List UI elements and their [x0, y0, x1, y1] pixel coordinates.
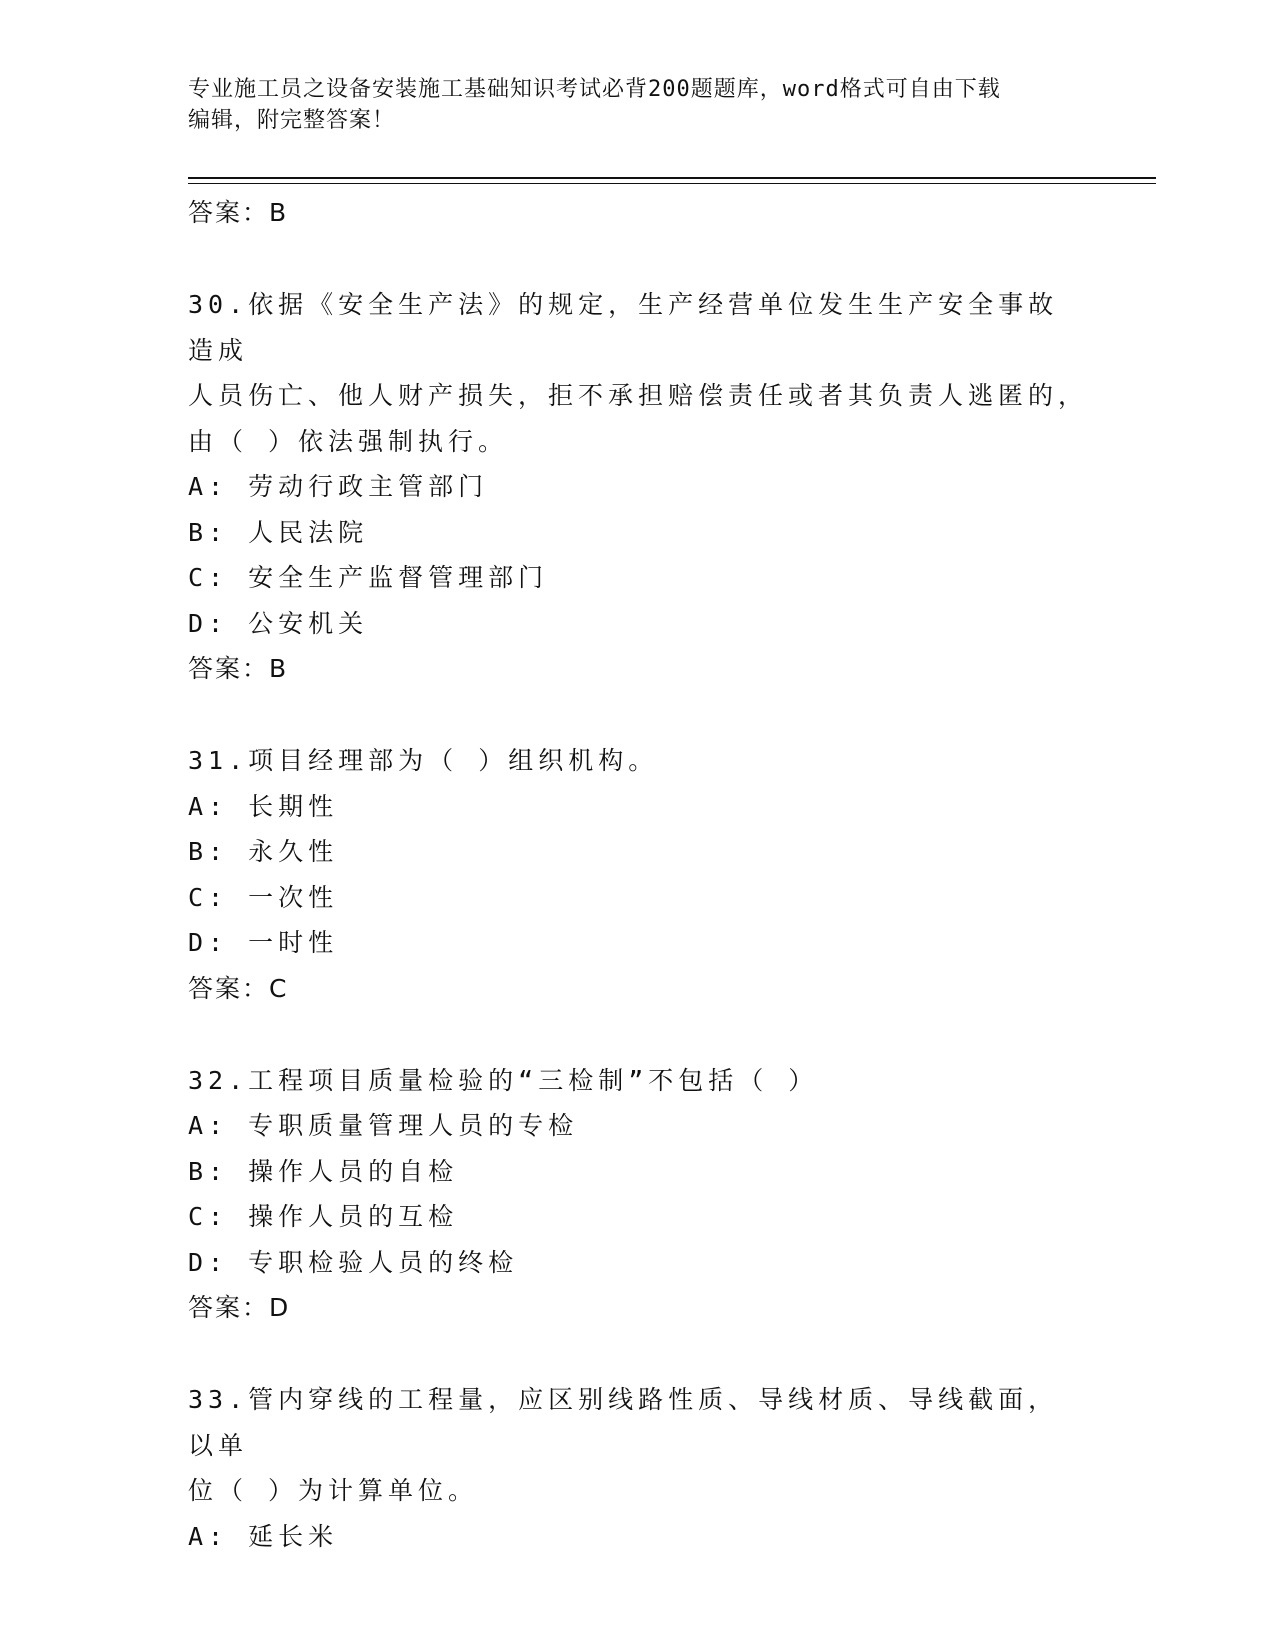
option-c: C: 一次性 — [188, 882, 339, 912]
spacer — [188, 236, 1088, 282]
option-c: C: 安全生产监督管理部门 — [188, 563, 549, 592]
spacer — [188, 1012, 1088, 1058]
spacer — [188, 1331, 1088, 1377]
answer-line: 答案：B — [188, 654, 289, 683]
question-stem-line: 33.管内穿线的工程量，应区别线路性质、导线材质、导线截面，以单 — [188, 1385, 1059, 1460]
option-d: D: 一时性 — [188, 928, 339, 957]
option-a: A: 延长米 — [188, 1521, 339, 1551]
question-stem — [188, 282, 1088, 464]
header-rule-thin — [188, 183, 1156, 184]
answer-line: 答案：B — [188, 198, 289, 227]
answer-line: 答案：C — [188, 973, 289, 1003]
option-b: B: 永久性 — [188, 837, 339, 866]
question-stem — [188, 1377, 1088, 1514]
question-stem — [188, 738, 1088, 784]
question-31 — [188, 738, 1088, 966]
option-a: A: 长期性 — [188, 791, 339, 821]
question-stem-line: 32.工程项目质量检验的“三检制”不包括（ ） — [188, 1065, 819, 1095]
question-list — [188, 190, 1088, 1559]
option-a: A: 专职质量管理人员的专检 — [188, 1111, 579, 1140]
question-stem-line: 人员伤亡、他人财产损失，拒不承担赔偿责任或者其负责人逃匿的， — [188, 381, 1089, 410]
option-c: C: 操作人员的互检 — [188, 1202, 459, 1231]
question-stem-line: 30.依据《安全生产法》的规定，生产经营单位发生生产安全事故造成 — [188, 290, 1059, 365]
question-stem-line: 31.项目经理部为（ ）组织机构。 — [188, 746, 659, 775]
option-d: D: 公安机关 — [188, 608, 369, 638]
header-rule-thick — [188, 177, 1156, 179]
question-stem-line: 由（ ）依法强制执行。 — [188, 426, 509, 456]
option-d: D: 专职检验人员的终检 — [188, 1247, 519, 1277]
question-30 — [188, 282, 1088, 646]
header-line-1: 专业施工员之设备安装施工基础知识考试必背200题题库，word格式可自由下载 — [188, 77, 1001, 102]
answer-line: 答案：D — [188, 1293, 291, 1322]
page-header — [188, 74, 1088, 136]
spacer — [188, 692, 1088, 738]
question-33 — [188, 1377, 1088, 1559]
header-line-2: 编辑，附完整答案！ — [188, 108, 396, 133]
question-stem-line: 位（ ）为计算单位。 — [188, 1476, 479, 1505]
option-b: B: 人民法院 — [188, 517, 369, 547]
question-32 — [188, 1058, 1088, 1286]
question-stem — [188, 1058, 1088, 1104]
option-a: A: 劳动行政主管部门 — [188, 472, 489, 501]
option-b: B: 操作人员的自检 — [188, 1156, 459, 1186]
